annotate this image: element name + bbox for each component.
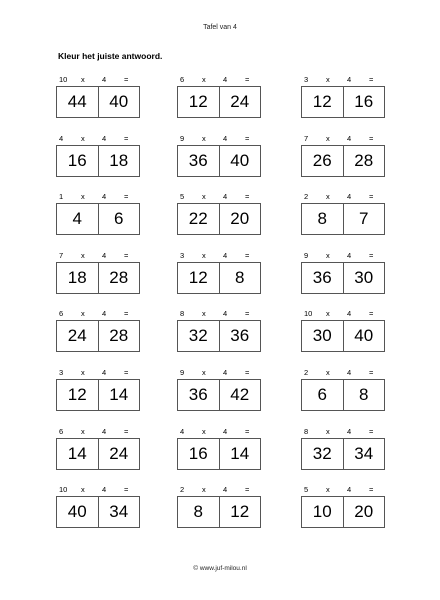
answer-option[interactable]: 28 — [98, 263, 140, 293]
multiply-sign: x — [202, 485, 206, 495]
answer-box — [177, 496, 261, 528]
answer-option[interactable]: 26 — [312, 150, 332, 170]
equation — [301, 251, 385, 261]
equals-sign: = — [245, 309, 250, 319]
exercise-item — [56, 75, 140, 127]
equals-sign: = — [245, 426, 250, 436]
answer-option[interactable]: 7 — [343, 204, 385, 234]
operand-a: 6 — [59, 309, 64, 319]
exercise-item — [301, 251, 385, 303]
operand-b: 4 — [102, 133, 107, 143]
answer-option[interactable]: 30 — [343, 263, 385, 293]
multiply-sign: x — [326, 250, 330, 260]
answer-option[interactable]: 12 — [188, 267, 208, 287]
equation — [56, 192, 140, 202]
answer-option[interactable]: 44 — [67, 92, 87, 111]
multiply-sign: x — [326, 192, 330, 202]
answer-option[interactable]: 40 — [219, 146, 261, 176]
multiply-sign: x — [202, 75, 206, 84]
answer-box — [301, 145, 385, 177]
answer-option[interactable]: 18 — [98, 146, 140, 176]
answer-option[interactable]: 4 — [72, 209, 82, 229]
exercise-item — [177, 134, 261, 186]
multiply-sign: x — [81, 309, 85, 319]
operand-b: 4 — [102, 426, 107, 436]
equals-sign: = — [124, 485, 129, 495]
multiply-sign: x — [326, 485, 330, 495]
answer-box — [301, 496, 385, 528]
operand-b: 4 — [102, 368, 107, 377]
equation — [301, 134, 385, 144]
answer-option[interactable]: 14 — [219, 439, 261, 469]
answer-box — [56, 203, 140, 235]
equation — [301, 427, 385, 437]
answer-box — [56, 86, 140, 118]
multiply-sign: x — [202, 133, 206, 143]
multiply-sign: x — [326, 426, 330, 436]
operand-b: 4 — [223, 309, 228, 319]
multiply-sign: x — [81, 426, 85, 436]
operand-a: 4 — [59, 133, 64, 143]
operand-b: 4 — [223, 250, 228, 260]
exercise-item — [301, 427, 385, 479]
equals-sign: = — [245, 485, 250, 495]
answer-option[interactable]: 14 — [67, 443, 87, 463]
answer-option[interactable]: 36 — [312, 267, 332, 287]
answer-option[interactable]: 36 — [188, 150, 208, 170]
equation — [177, 75, 261, 85]
exercise-item — [177, 427, 261, 479]
answer-option[interactable]: 30 — [312, 326, 332, 346]
exercise-item — [177, 485, 261, 537]
equals-sign: = — [124, 250, 129, 260]
answer-option[interactable]: 42 — [219, 380, 261, 410]
operand-a: 8 — [304, 426, 309, 436]
answer-option[interactable]: 22 — [188, 209, 208, 229]
multiply-sign: x — [202, 250, 206, 260]
multiply-sign: x — [81, 485, 85, 495]
equation — [177, 251, 261, 261]
operand-a: 6 — [59, 426, 64, 436]
equals-sign: = — [369, 133, 374, 143]
operand-b: 4 — [347, 485, 352, 495]
multiply-sign: x — [202, 368, 206, 377]
operand-b: 4 — [102, 75, 107, 84]
equals-sign: = — [124, 368, 129, 377]
multiply-sign: x — [81, 368, 85, 377]
operand-a: 2 — [304, 368, 309, 377]
operand-a: 10 — [59, 485, 68, 495]
answer-box — [301, 320, 385, 352]
answer-option[interactable]: 16 — [67, 150, 87, 170]
answer-option[interactable]: 24 — [98, 439, 140, 469]
equation — [56, 368, 140, 378]
answer-option[interactable]: 36 — [188, 385, 208, 404]
answer-option[interactable]: 32 — [312, 443, 332, 463]
multiply-sign: x — [81, 75, 85, 84]
answer-option[interactable]: 34 — [343, 439, 385, 469]
exercise-item — [301, 192, 385, 244]
multiply-sign: x — [326, 309, 330, 319]
equation — [56, 309, 140, 319]
answer-box — [301, 379, 385, 411]
equation — [177, 368, 261, 378]
equation — [301, 309, 385, 319]
equation — [56, 485, 140, 495]
operand-a: 7 — [304, 133, 309, 143]
operand-b: 4 — [223, 485, 228, 495]
equation — [56, 75, 140, 85]
exercise-item — [56, 134, 140, 186]
operand-a: 10 — [59, 75, 68, 84]
equals-sign: = — [369, 368, 374, 377]
answer-option[interactable]: 6 — [317, 385, 327, 404]
equation — [301, 75, 385, 85]
answer-option[interactable]: 18 — [67, 267, 87, 287]
footer-credit: © www.juf-milou.nl — [193, 565, 247, 572]
multiply-sign: x — [326, 368, 330, 377]
exercise-item — [177, 368, 261, 420]
operand-b: 4 — [102, 309, 107, 319]
operand-a: 9 — [180, 133, 185, 143]
operand-a: 9 — [304, 250, 309, 260]
answer-option[interactable]: 20 — [343, 497, 385, 527]
operand-b: 4 — [102, 192, 107, 202]
operand-b: 4 — [347, 192, 352, 202]
operand-b: 4 — [223, 75, 228, 84]
answer-option[interactable]: 40 — [343, 321, 385, 351]
exercise-item — [56, 427, 140, 479]
equals-sign: = — [124, 75, 129, 84]
operand-a: 7 — [59, 250, 64, 260]
answer-option[interactable]: 8 — [193, 502, 203, 522]
multiply-sign: x — [81, 192, 85, 202]
operand-a: 3 — [59, 368, 64, 377]
equation — [177, 427, 261, 437]
exercise-item — [56, 251, 140, 303]
answer-option[interactable]: 40 — [67, 502, 87, 522]
equation — [177, 192, 261, 202]
answer-box — [301, 438, 385, 470]
equation — [177, 134, 261, 144]
exercise-item — [177, 192, 261, 244]
operand-a: 2 — [180, 485, 185, 495]
operand-a: 10 — [304, 309, 313, 319]
answer-option[interactable]: 12 — [188, 92, 208, 111]
answer-box — [56, 438, 140, 470]
operand-b: 4 — [347, 309, 352, 319]
equation — [56, 427, 140, 437]
equation — [177, 485, 261, 495]
answer-option[interactable]: 8 — [343, 380, 385, 410]
exercise-item — [56, 192, 140, 244]
answer-option[interactable]: 28 — [98, 321, 140, 351]
answer-option[interactable]: 36 — [219, 321, 261, 351]
answer-box — [301, 86, 385, 118]
operand-b: 4 — [347, 250, 352, 260]
equals-sign: = — [369, 75, 374, 84]
operand-a: 3 — [180, 250, 185, 260]
answer-box — [177, 379, 261, 411]
operand-a: 6 — [180, 75, 185, 84]
answer-box — [301, 203, 385, 235]
operand-b: 4 — [223, 192, 228, 202]
operand-b: 4 — [347, 426, 352, 436]
answer-option[interactable]: 34 — [98, 497, 140, 527]
exercise-item — [301, 309, 385, 361]
equals-sign: = — [369, 250, 374, 260]
equals-sign: = — [124, 192, 129, 202]
equals-sign: = — [124, 426, 129, 436]
exercise-item — [56, 368, 140, 420]
answer-option[interactable]: 12 — [219, 497, 261, 527]
page-title: Tafel van 4 — [203, 24, 237, 31]
operand-a: 8 — [180, 309, 185, 319]
answer-box — [177, 145, 261, 177]
exercise-item — [56, 309, 140, 361]
multiply-sign: x — [326, 75, 330, 84]
answer-option[interactable]: 12 — [312, 92, 332, 111]
equation — [301, 368, 385, 378]
answer-option[interactable]: 8 — [219, 263, 261, 293]
equals-sign: = — [245, 250, 250, 260]
equals-sign: = — [245, 75, 250, 84]
equation — [56, 251, 140, 261]
operand-a: 4 — [180, 426, 185, 436]
answer-option[interactable]: 10 — [312, 502, 332, 522]
exercise-item — [177, 75, 261, 127]
answer-box — [56, 262, 140, 294]
operand-b: 4 — [347, 368, 352, 377]
operand-b: 4 — [102, 485, 107, 495]
equals-sign: = — [124, 133, 129, 143]
exercise-item — [301, 75, 385, 127]
answer-option[interactable]: 16 — [188, 443, 208, 463]
operand-a: 5 — [180, 192, 185, 202]
answer-box — [177, 86, 261, 118]
equals-sign: = — [369, 426, 374, 436]
operand-a: 5 — [304, 485, 309, 495]
equals-sign: = — [245, 368, 250, 377]
equation — [177, 309, 261, 319]
exercise-item — [177, 309, 261, 361]
exercise-item — [301, 485, 385, 537]
answer-box — [177, 438, 261, 470]
operand-b: 4 — [223, 133, 228, 143]
answer-option[interactable]: 6 — [98, 204, 140, 234]
operand-a: 1 — [59, 192, 64, 202]
equals-sign: = — [369, 309, 374, 319]
equals-sign: = — [245, 192, 250, 202]
multiply-sign: x — [202, 309, 206, 319]
answer-option[interactable]: 14 — [98, 380, 140, 410]
exercise-item — [56, 485, 140, 537]
equals-sign: = — [369, 485, 374, 495]
answer-option[interactable]: 16 — [343, 87, 385, 117]
answer-box — [177, 320, 261, 352]
operand-b: 4 — [223, 368, 228, 377]
answer-option[interactable]: 32 — [188, 326, 208, 346]
answer-option[interactable]: 28 — [343, 146, 385, 176]
equation — [301, 485, 385, 495]
operand-b: 4 — [102, 250, 107, 260]
operand-b: 4 — [347, 133, 352, 143]
operand-b: 4 — [223, 426, 228, 436]
answer-option[interactable]: 24 — [219, 87, 261, 117]
operand-b: 4 — [347, 75, 352, 84]
answer-option[interactable]: 20 — [219, 204, 261, 234]
multiply-sign: x — [81, 250, 85, 260]
equation — [56, 134, 140, 144]
answer-box — [56, 496, 140, 528]
multiply-sign: x — [202, 426, 206, 436]
answer-box — [177, 262, 261, 294]
answer-option[interactable]: 12 — [67, 385, 87, 404]
exercise-item — [301, 368, 385, 420]
answer-box — [56, 379, 140, 411]
equals-sign: = — [369, 192, 374, 202]
multiply-sign: x — [326, 133, 330, 143]
exercise-item — [177, 251, 261, 303]
answer-option[interactable]: 8 — [317, 209, 327, 229]
answer-option[interactable]: 24 — [67, 326, 87, 346]
equals-sign: = — [245, 133, 250, 143]
instruction-text: Kleur het juiste antwoord. — [58, 51, 163, 61]
answer-box — [301, 262, 385, 294]
answer-box — [56, 145, 140, 177]
exercise-item — [301, 134, 385, 186]
equation — [301, 192, 385, 202]
operand-a: 9 — [180, 368, 185, 377]
multiply-sign: x — [202, 192, 206, 202]
multiply-sign: x — [81, 133, 85, 143]
equals-sign: = — [124, 309, 129, 319]
operand-a: 2 — [304, 192, 309, 202]
answer-option[interactable]: 40 — [98, 87, 140, 117]
answer-box — [56, 320, 140, 352]
operand-a: 3 — [304, 75, 309, 84]
answer-box — [177, 203, 261, 235]
